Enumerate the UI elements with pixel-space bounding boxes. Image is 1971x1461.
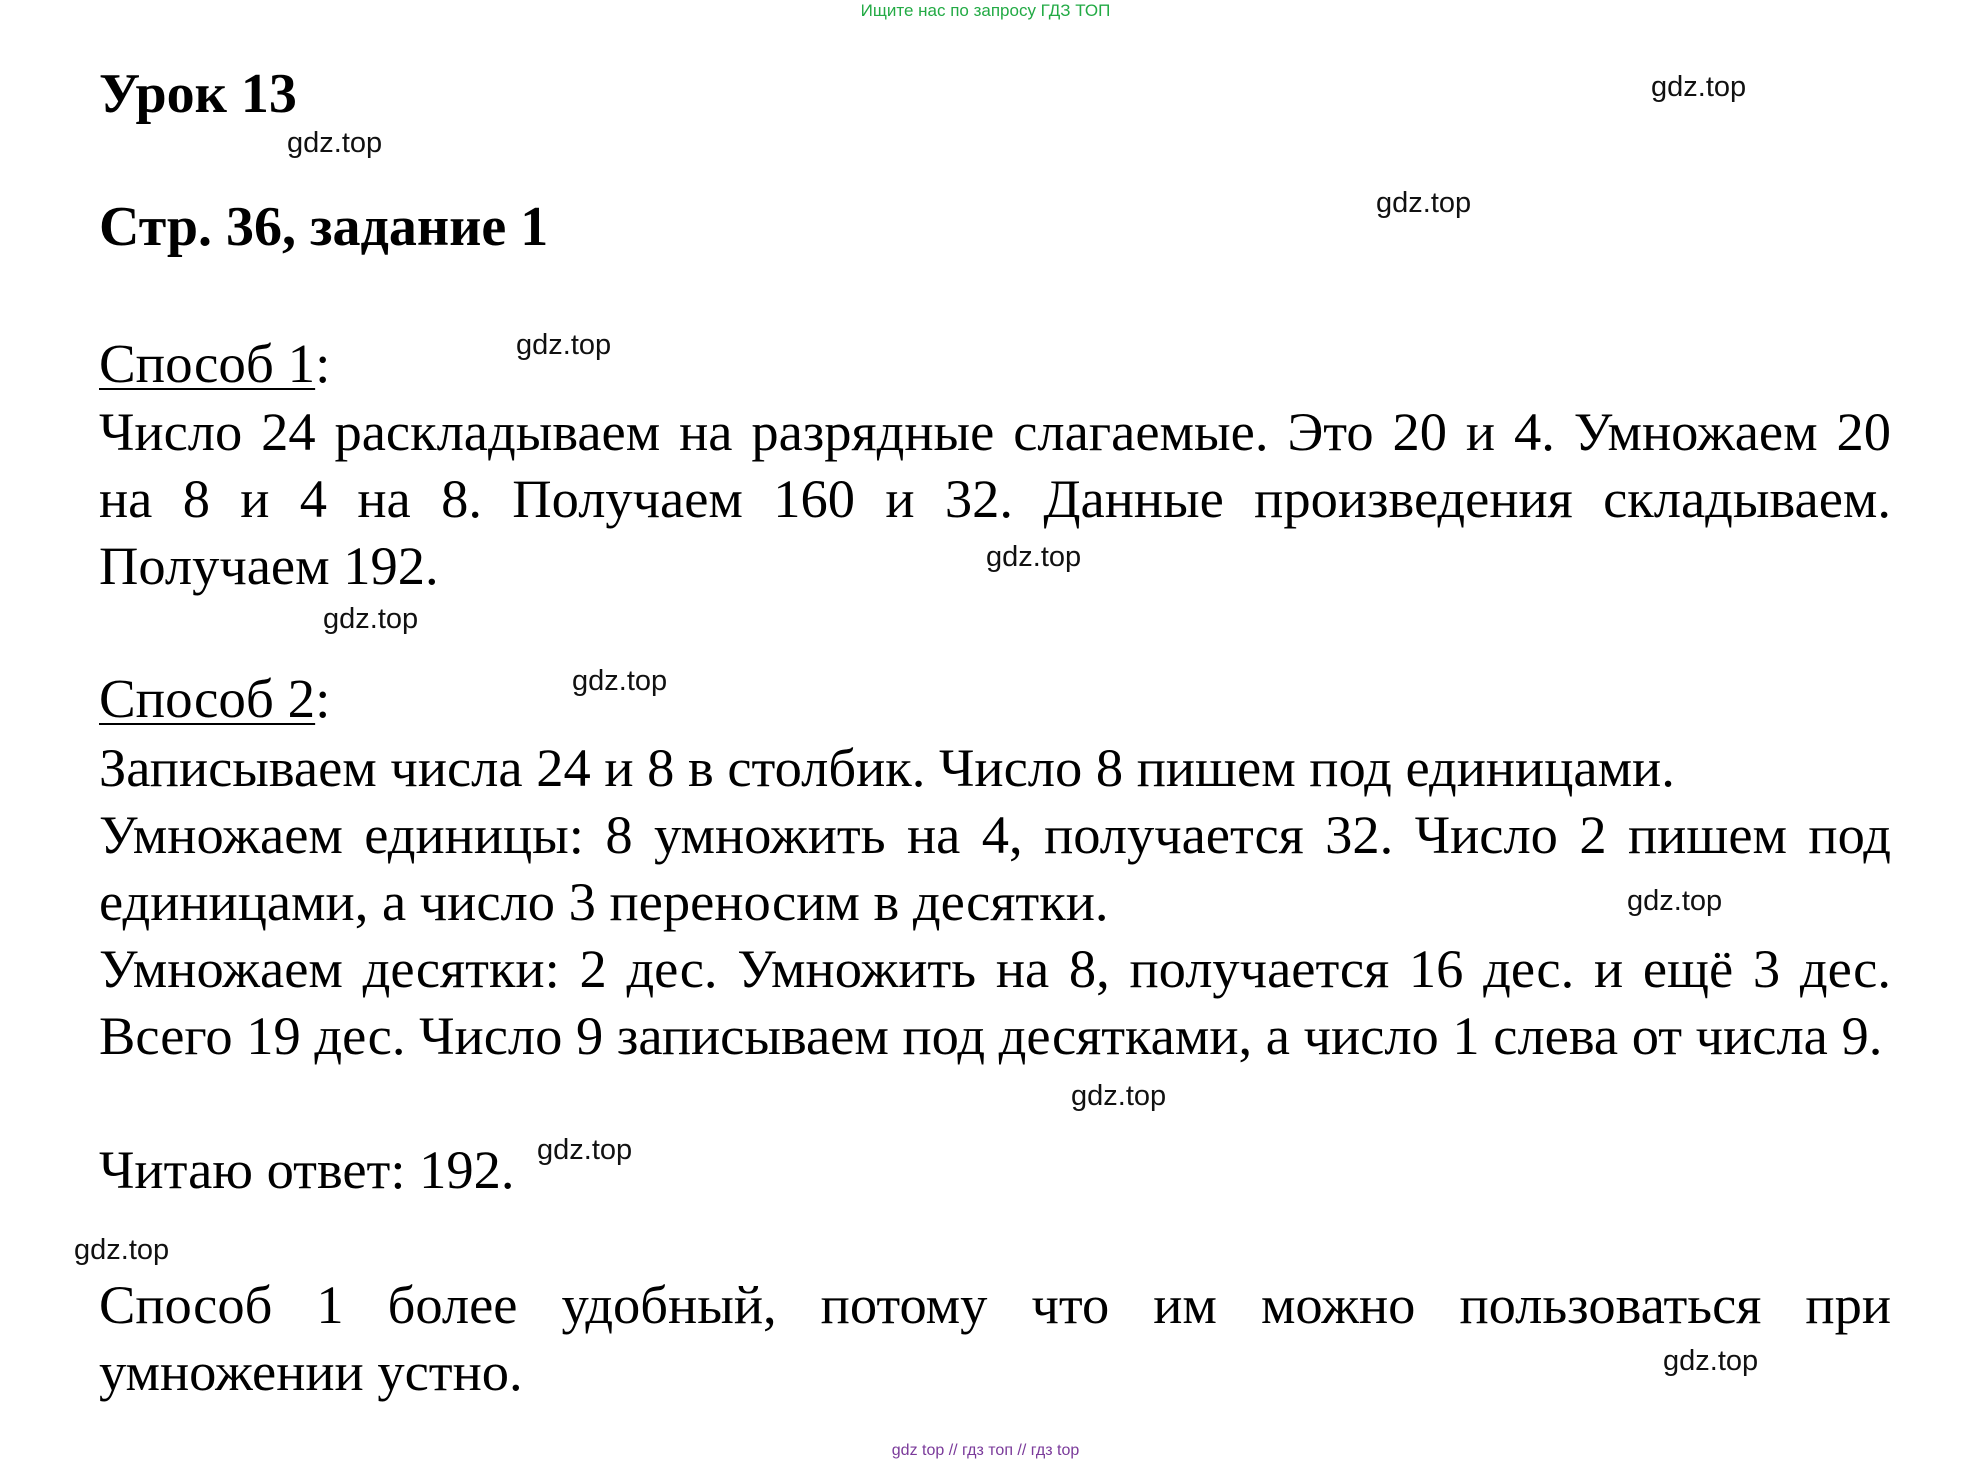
method-1-text: Число 24 раскладываем на разрядные слагаемые. Это 20 и 4. Умножаем 20 на 8 и 4 на 8. Получаем 160 и 32. Данные произведения складываем. Получаем 192. xyxy=(99,401,1891,596)
method-2-heading xyxy=(99,667,330,731)
method-2-title: Способ 2 xyxy=(99,668,316,729)
watermark: gdz.top xyxy=(1071,1080,1167,1112)
watermark: gdz.top xyxy=(516,329,612,361)
method-2-text-c: Умножаем десятки: 2 дес. Умножить на 8, получается 16 дес. и ещё 3 дес. Всего 19 дес. Число 9 записываем под десятками, а число 1 слева от числа 9. xyxy=(99,938,1891,1066)
watermark: gdz.top xyxy=(1376,187,1472,219)
watermark: gdz.top xyxy=(1651,71,1747,103)
top-banner: Ищите нас по запросу ГДЗ ТОП xyxy=(860,1,1111,20)
watermark: gdz.top xyxy=(537,1134,633,1166)
watermark: gdz.top xyxy=(1663,1345,1759,1377)
method-2-answer: Читаю ответ: 192. xyxy=(99,1139,515,1200)
task-title: Стр. 36, задание 1 xyxy=(99,196,549,258)
method-2-colon: : xyxy=(315,668,331,729)
conclusion-text: Способ 1 более удобный, потому что им можно пользоваться при умножении устно. xyxy=(99,1274,1891,1402)
watermark: gdz.top xyxy=(986,541,1082,573)
method-1-title: Способ 1 xyxy=(99,333,316,394)
watermark: gdz.top xyxy=(572,665,668,697)
watermark: gdz.top xyxy=(1627,885,1723,917)
bottom-banner: gdz top // гдз топ // гдз top xyxy=(891,1442,1080,1459)
watermark: gdz.top xyxy=(287,127,383,159)
watermark: gdz.top xyxy=(323,603,419,635)
lesson-title: Урок 13 xyxy=(99,63,297,125)
method-1-colon: : xyxy=(315,333,331,394)
method-1-heading xyxy=(99,332,330,396)
watermark: gdz.top xyxy=(74,1234,170,1266)
method-2-text-b: Умножаем единицы: 8 умножить на 4, получается 32. Число 2 пишем под единицами, а число 3 переносим в десятки. xyxy=(99,804,1891,932)
method-2-text-a: Записываем числа 24 и 8 в столбик. Число 8 пишем под единицами. xyxy=(99,737,1675,798)
